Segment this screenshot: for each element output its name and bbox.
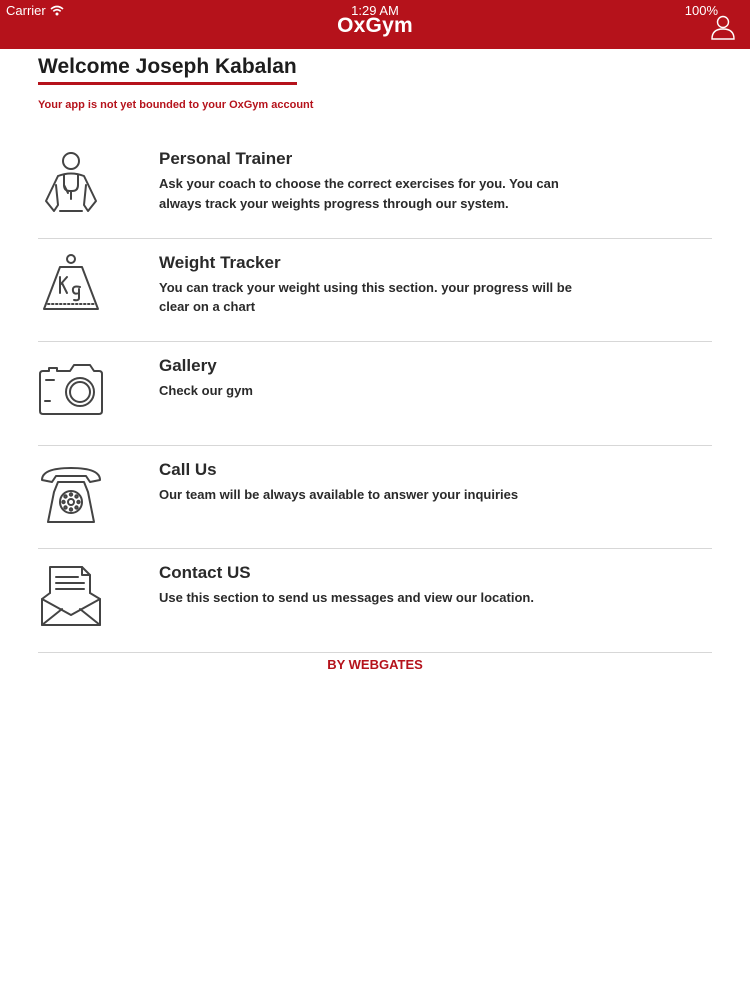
user-icon[interactable] [710,14,736,40]
menu-item-description: Check our gym [159,383,253,398]
account-warning: Your app is not yet bounded to your OxGym account [38,99,314,111]
carrier-label: Carrier [6,3,46,18]
status-time: 1:29 AM [351,3,399,18]
menu-item-call-us[interactable] [38,446,712,550]
app-title: OxGym [337,14,413,37]
menu-list [38,135,712,653]
menu-item-weight-tracker[interactable] [38,239,712,343]
footer-credit[interactable]: BY WEBGATES [327,657,423,672]
menu-item-title: Personal Trainer [159,149,293,168]
menu-item-description: You can track your weight using this section. your progress will be clear on a chart [159,279,572,314]
envelope-icon [38,563,104,629]
menu-item-title: Gallery [159,356,217,375]
menu-item-description: Our team will be always available to answer your inquiries [159,486,519,502]
camera-icon [38,356,104,422]
personal-trainer-icon [38,149,104,215]
menu-item-description: Ask your coach to choose the correct exercises for you. You can always track your weights progress through our system. [159,176,559,211]
menu-item-title: Contact US [159,563,251,582]
welcome-heading: Welcome Joseph Kabalan [38,55,297,85]
menu-item-title: Weight Tracker [159,252,281,272]
status-battery: 100% [684,3,718,18]
menu-item-contact-us[interactable] [38,549,712,653]
top-bar [0,0,750,49]
telephone-icon [38,460,104,526]
weight-icon [38,253,104,319]
menu-item-gallery[interactable] [38,342,712,446]
menu-item-personal-trainer[interactable] [38,135,712,239]
menu-item-title: Call Us [159,459,217,479]
menu-item-description: Use this section to send us messages and view our location. [159,590,534,605]
